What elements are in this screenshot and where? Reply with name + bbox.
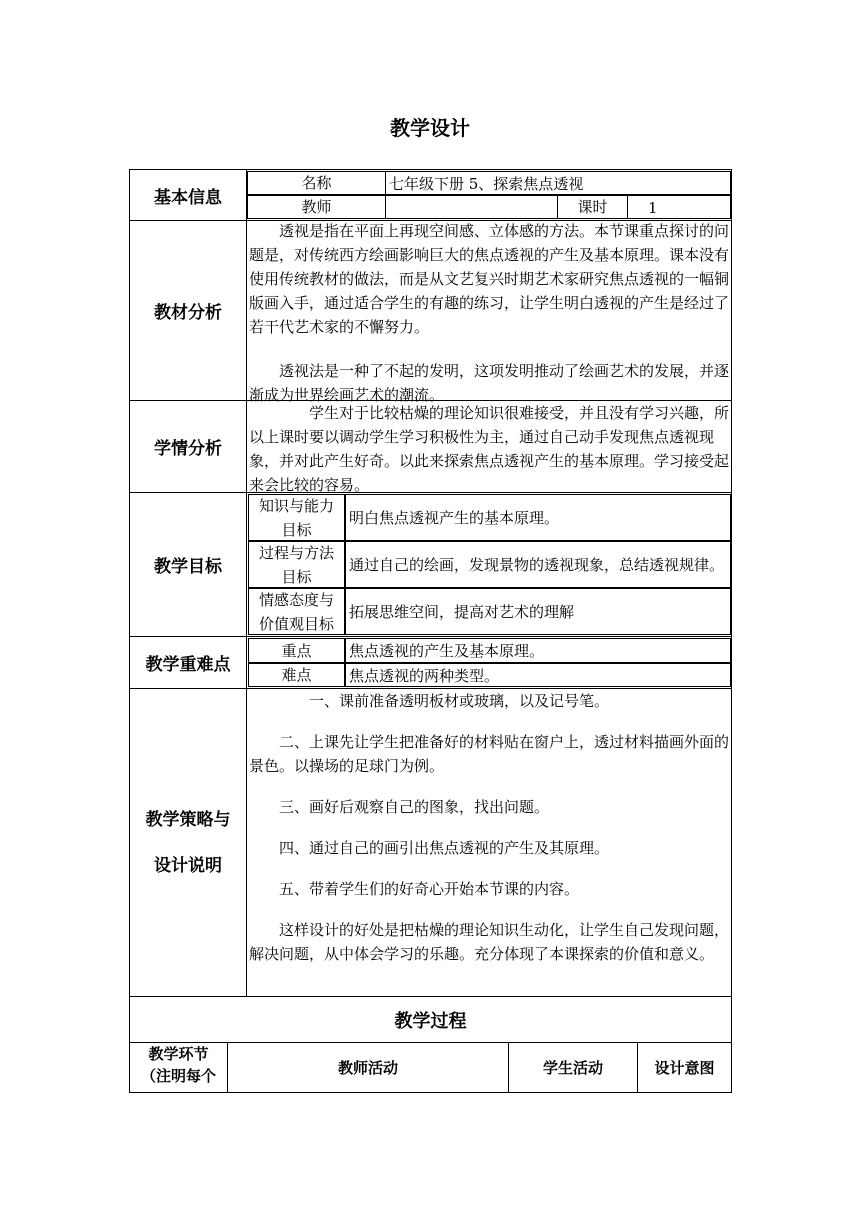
teacher-label: 教师 — [247, 195, 386, 219]
objective-process-value: 通过自己的绘画，发现景物的透视现象，总结透视规律。 — [345, 541, 731, 588]
strategy-paragraph-1: 一、课前准备透明板材或玻璃，以及记号笔。 — [309, 692, 610, 710]
strategy-paragraph-6: 这样设计的好处是把枯燥的理论知识生动化，让学生自己发现问题，解决问题，从中体会学习的乐趣。充分体现了本课探索的价值和意义。 — [249, 921, 730, 963]
process-col-stage — [131, 1043, 226, 1091]
process-header: 教学过程 — [394, 1010, 467, 1032]
material-analysis-header: 教材分析 — [154, 303, 222, 323]
process-col-intent: 设计意图 — [654, 1059, 715, 1077]
objectives-header: 教学目标 — [154, 557, 222, 577]
basic-info-header: 基本信息 — [154, 187, 222, 208]
student-analysis-content — [247, 401, 731, 492]
process-col-stage-line-2: （注明每个 — [140, 1067, 216, 1085]
difficult-point-label: 难点 — [248, 663, 345, 687]
student-analysis-header: 学情分析 — [154, 439, 222, 459]
objective-attitude-label: 情感态度与价值观目标 — [248, 588, 345, 635]
objective-knowledge-label: 知识与能力目标 — [248, 494, 345, 541]
difficult-point-value: 焦点透视的两种类型。 — [345, 663, 731, 687]
process-col-stage-line-1: 教学环节 — [148, 1045, 209, 1063]
material-analysis-content — [247, 221, 731, 404]
objective-process-label: 过程与方法目标 — [248, 541, 345, 588]
period-value: 1 — [627, 195, 731, 219]
name-value: 七年级下册 5、探索焦点透视 — [385, 171, 731, 195]
student-analysis-text: 学生对于比较枯燥的理论知识很难接受，并且没有学习兴趣，所以上课时要以调动学生学习积极性为主，通过自己动手发现焦点透视现象，并对此产生好奇。以此来探索焦点透视产生的基本原理。学习接受起来会比较的容易。 — [249, 404, 730, 494]
period-label: 课时 — [557, 195, 628, 219]
strategy-paragraph-4: 四、通过自己的画引出焦点透视的产生及其原理。 — [279, 839, 610, 857]
strategy-paragraph-2: 二、上课先让学生把准备好的材料贴在窗户上，透过材料描画外面的景色。以操场的足球门为例。 — [249, 733, 730, 775]
strategy-paragraph-3: 三、画好后观察自己的图象，找出问题。 — [279, 798, 550, 816]
material-analysis-paragraph-1: 透视是指在平面上再现空间感、立体感的方法。本节课重点探讨的问题是，对传统西方绘画影响巨大的焦点透视的产生及基本原理。课本没有使用传统教材的做法，而是从文艺复兴时期艺术家研究焦点透视的一幅铜版画入手，通过适合学生的有趣的练习，让学生明白透视的产生是经过了若干代艺术家的不懈努力。 — [249, 222, 730, 336]
teacher-value — [385, 195, 558, 219]
objective-knowledge-value: 明白焦点透视产生的基本原理。 — [345, 494, 731, 541]
strategy-content — [247, 689, 731, 996]
strategy-header-line-1: 教学策略与 — [145, 809, 231, 830]
key-point-label: 重点 — [248, 638, 345, 663]
page-title: 教学设计 — [390, 116, 470, 140]
process-col-student: 学生活动 — [542, 1059, 603, 1077]
objective-attitude-value: 拓展思维空间，提高对艺术的理解 — [345, 588, 731, 635]
strategy-header — [129, 689, 247, 996]
process-col-teacher: 教师活动 — [337, 1059, 398, 1077]
key-point-value: 焦点透视的产生及基本原理。 — [345, 638, 731, 663]
name-label: 名称 — [247, 171, 386, 195]
strategy-paragraph-5: 五、带着学生们的好奇心开始本节课的内容。 — [279, 880, 580, 898]
strategy-header-line-2: 设计说明 — [154, 855, 222, 876]
material-analysis-paragraph-2: 透视法是一种了不起的发明，这项发明推动了绘画艺术的发展，并逐渐成为世界绘画艺术的潮流。 — [249, 362, 730, 404]
key-points-header: 教学重难点 — [145, 655, 231, 675]
